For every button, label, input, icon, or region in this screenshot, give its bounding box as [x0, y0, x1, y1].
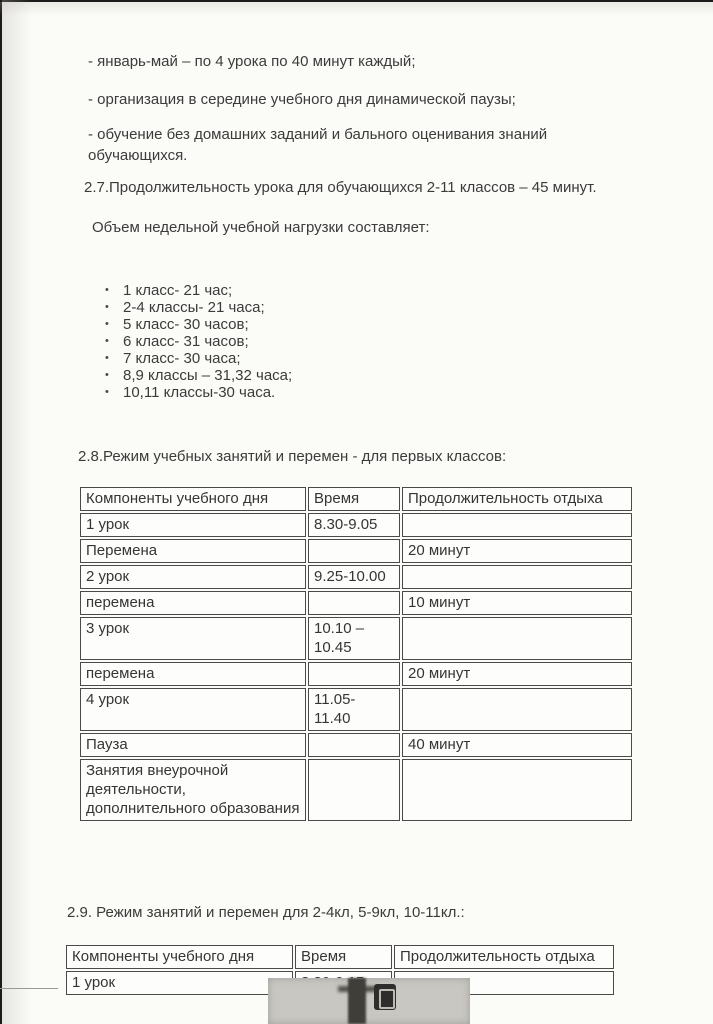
table-cell: 10 минут — [402, 591, 632, 615]
table-cell — [402, 565, 632, 589]
table-row — [80, 688, 632, 731]
table-cell: перемена — [80, 662, 306, 686]
weekly-load-list — [105, 282, 693, 401]
table-cell: 9.25-10.00 — [308, 565, 400, 589]
list-item-text: 7 класс- 30 часа; — [123, 350, 241, 367]
list-item — [105, 316, 693, 333]
list-item-text: 2-4 классы- 21 часа; — [123, 299, 265, 316]
table-row — [80, 513, 632, 537]
table-cell: 11.05- 11.40 — [308, 688, 400, 731]
table-cell: 8.30-9.05 — [308, 513, 400, 537]
bullet-dot-icon: • — [105, 352, 109, 364]
table-header-cell: Компоненты учебного дня — [66, 945, 293, 969]
bullet-dot-icon: • — [105, 301, 109, 313]
table-cell — [308, 539, 400, 563]
table-cell — [402, 617, 632, 660]
photo-dark-figure — [348, 978, 366, 1024]
table-row — [80, 539, 632, 563]
list-item-text: 5 класс- 30 часов; — [123, 316, 249, 333]
photo-badge-icon — [374, 984, 396, 1010]
dash-item: - январь-май – по 4 урока по 40 минут каждый; — [88, 53, 416, 70]
table-row — [80, 662, 632, 686]
table-header-cell: Компоненты учебного дня — [80, 487, 306, 511]
table-cell: Занятия внеурочной деятельности, дополнительного образования — [80, 759, 306, 821]
table-cell — [308, 662, 400, 686]
table-cell — [402, 688, 632, 731]
table-header-cell: Время — [308, 487, 400, 511]
table-cell — [308, 759, 400, 821]
table-row — [80, 565, 632, 589]
table-row — [80, 759, 632, 821]
table-header-row — [66, 945, 614, 969]
photo-badge-glyph — [379, 989, 395, 1009]
list-item — [105, 350, 693, 367]
list-item — [105, 384, 693, 401]
table-header-cell: Время — [295, 945, 392, 969]
table-cell — [308, 591, 400, 615]
bullet-dot-icon: • — [105, 318, 109, 330]
spacer — [64, 823, 693, 905]
table-cell: 20 минут — [402, 539, 632, 563]
table-cell: 4 урок — [80, 688, 306, 731]
list-item — [105, 282, 693, 299]
bullet-dot-icon: • — [105, 284, 109, 296]
paragraph-2-9: 2.9. Режим занятий и перемен для 2-4кл, 5-9кл, 10-11кл.: — [67, 904, 465, 921]
table-cell — [402, 513, 632, 537]
table-cell: 40 минут — [402, 733, 632, 757]
table-row — [80, 733, 632, 757]
list-item-text: 10,11 классы-30 часа. — [123, 384, 276, 401]
table-header-cell: Продолжительность отдыха — [402, 487, 632, 511]
list-item-text: 1 класс- 21 час; — [123, 282, 233, 299]
list-item-text: 6 класс- 31 часов; — [123, 333, 249, 350]
table-header-row — [80, 487, 632, 511]
list-item-text: 8,9 классы – 31,32 часа; — [123, 367, 293, 384]
list-item — [105, 299, 693, 316]
table-cell: 1 урок — [66, 971, 293, 995]
table-cell: 3 урок — [80, 617, 306, 660]
bullet-dot-icon: • — [105, 386, 109, 398]
paragraph-weekly-load: Объем недельной учебной нагрузки составляет: — [92, 219, 430, 236]
table-cell: Пауза — [80, 733, 306, 757]
table-row — [80, 591, 632, 615]
scanned-photo-fragment — [268, 978, 470, 1024]
table-cell: 2 урок — [80, 565, 306, 589]
table-cell: 10.10 – 10.45 — [308, 617, 400, 660]
dash-item: - организация в середине учебного дня динамической паузы; — [88, 91, 516, 108]
paragraph-2-8: 2.8.Режим учебных занятий и перемен - для первых классов: — [78, 448, 507, 465]
table-cell — [402, 759, 632, 821]
list-item — [105, 367, 693, 384]
dash-item: - обучение без домашних заданий и бального оценивания знаний обучающихся. — [88, 126, 548, 164]
table-cell — [308, 733, 400, 757]
table-cell: Перемена — [80, 539, 306, 563]
table-cell: перемена — [80, 591, 306, 615]
table-row — [80, 617, 632, 660]
table-header-cell: Продолжительность отдыха — [394, 945, 614, 969]
list-item — [105, 333, 693, 350]
bullet-dot-icon: • — [105, 335, 109, 347]
first-classes-schedule-table — [78, 485, 634, 823]
table-cell: 20 минут — [402, 662, 632, 686]
paragraph-2-7: 2.7.Продолжительность урока для обучающихся 2-11 классов – 45 минут. — [84, 179, 597, 196]
table-cell: 1 урок — [80, 513, 306, 537]
bullet-dot-icon: • — [105, 369, 109, 381]
